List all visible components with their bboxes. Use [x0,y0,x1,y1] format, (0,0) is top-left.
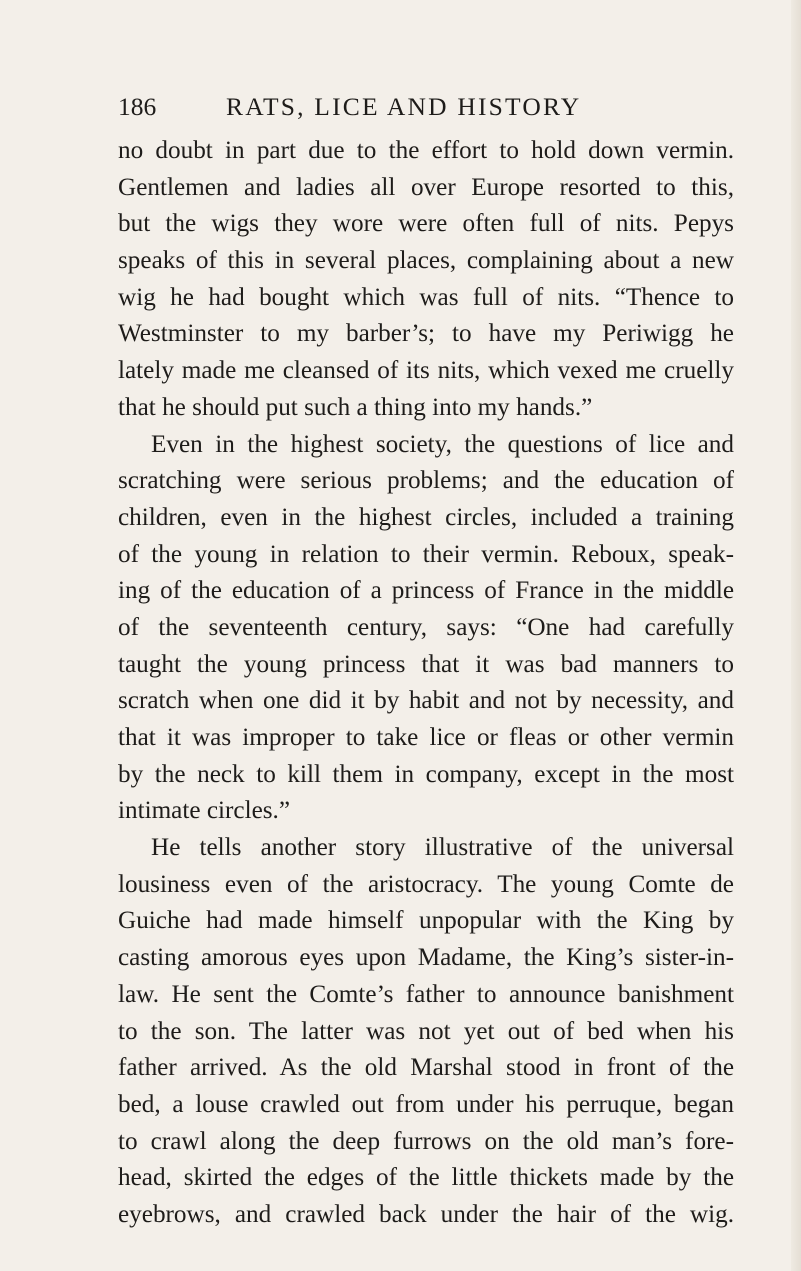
text-line: Gentlemen and ladies all over Europe resorted to this, [118,173,734,201]
text-line: taught the young princess that it was bad manners to [118,650,734,678]
text-line: to the son. The latter was not yet out of bed when his [118,1017,734,1045]
text-line: by the neck to kill them in company, except in the most [118,760,734,788]
text-line: of the seventeenth century, says: “One had carefully [118,613,734,641]
text-line: of the young in relation to their vermin. Reboux, speak- [118,540,734,568]
text-line: Guiche had made himself unpopular with the King by [118,907,734,935]
text-line: eyebrows, and crawled back under the hair of the wig. [118,1200,734,1228]
text-line: head, skirted the edges of the little thickets made by the [118,1164,734,1192]
text-line: lately made me cleansed of its nits, which vexed me cruelly [118,357,734,385]
text-line: Westminster to my barber’s; to have my Periwigg he [118,320,734,348]
text-line: but the wigs they wore were often full of nits. Pepys [118,210,734,238]
page-edge-shadow [791,0,801,1271]
text-line: casting amorous eyes upon Madame, the King’s sister-in- [118,944,734,972]
running-head [118,90,734,124]
text-line: scratch when one did it by habit and not by necessity, and [118,687,734,715]
running-head-title: RATS, LICE AND HISTORY [226,92,582,121]
text-line: law. He sent the Comte’s father to announce banishment [118,980,734,1008]
text-line: ing of the education of a princess of France in the middle [118,577,734,605]
text-line: scratching were serious problems; and the education of [118,467,734,495]
page-number: 186 [118,92,157,121]
text-line: that it was improper to take lice or fleas or other vermin [118,724,734,751]
text-line: to crawl along the deep furrows on the old man’s fore- [118,1127,734,1155]
text-line: bed, a louse crawled out from under his perruque, began [118,1090,734,1118]
body-text [118,133,734,1234]
text-line: He tells another story illustrative of the universal [151,834,734,862]
text-line: father arrived. As the old Marshal stood in front of the [118,1054,734,1082]
text-line: lousiness even of the aristocracy. The young Comte de [118,870,734,898]
text-line: intimate circles.” [118,797,291,825]
text-line: wig he had bought which was full of nits. “Thence to [118,283,734,311]
text-line: speaks of this in several places, complaining about a new [118,247,734,275]
text-line: Even in the highest society, the questions of lice and [151,430,734,458]
text-line: that he should put such a thing into my hands.” [118,393,593,421]
text-line: children, even in the highest circles, included a training [118,503,734,531]
text-line: no doubt in part due to the effort to hold down vermin. [118,137,734,164]
